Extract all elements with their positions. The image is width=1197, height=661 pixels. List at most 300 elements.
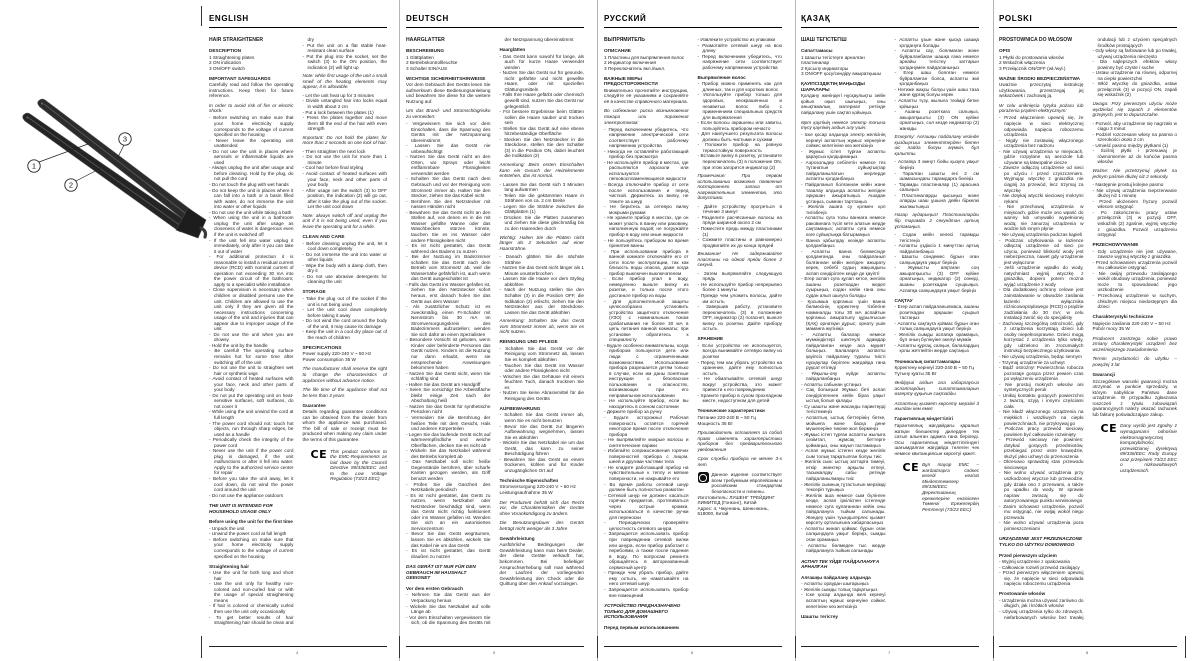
- bullet-item: - Аспапты түзу, жылыға төзімді бетке қойыңыз: [895, 98, 980, 109]
- bullet-item: - Nie wolno używać urządzenia przy uszkodzonej wtyczce lub przewodzie, gdy działa ono z przerwami, a także po upadku do wody. W sprawie napraw zwracaj się do autoryzowanego punktu serwisowego: [999, 470, 1084, 503]
- bullet-item: - Tauchen Sie das Gerät ins Wasser oder andere Flüssigkeiten nicht: [500, 363, 585, 374]
- bullet-item: - Nie używaj urządzenia nieprzerwanie dłużej niż 1 minutę: [1093, 188, 1178, 199]
- bullet-item: - Nie owijaj przewodu zasilającego wokół obudowy urządzenia, ponieważ może to spowodować jego uszkodzenie: [1093, 271, 1178, 293]
- bullet-item: - Nutzen Sie das Gerät nicht an den Orten, wo Sprays oder leicht entflammbare Flüssigkeiten verwendet werden: [406, 154, 491, 176]
- bullet-item: - Nie dotykaj wtyczki sieciowej mokrymi rękami: [999, 193, 1084, 204]
- certification-text: Данное изделие соответствует всем требуемым европейским и российским стандартам безопасности и гигиены.: [711, 472, 782, 494]
- bullet-item: - Nie prostuj mokrych włosów ani syntetycznych peruk: [999, 382, 1084, 393]
- italic-lead: Өндіруші алдын ала хабарлаусыз аспаптардың сипаттамаларын өзгерту құқығын сақтайды: [894, 380, 979, 397]
- italic-lead: Termin przydatności do użytku – powyżej 3 lat: [1092, 356, 1177, 367]
- footer-rule: [801, 646, 979, 647]
- bullet-item: - Желілік сымды аспапқа орамаңыз, бұл оның бүлінуіне әкелуі мүмкін: [895, 332, 980, 343]
- bullet-item: - Lassen Sie das Gerät sich 3 Minuten lang aufwärmen: [500, 182, 585, 193]
- bullet-item: - Schalten Sie das Gerät immer ab, wenn Sie es nicht benutzen: [500, 412, 585, 423]
- bullet-item: - Таралған шашты ені 2 см шамасындағы тарамдарға бөліңіз: [895, 171, 980, 182]
- ce-mark-icon: CE: [902, 461, 920, 475]
- bullet-item: - Besondere Vorsicht ist geboten, wenn Kinder oder behinderte Personen das Gerät nutzen. Kindern ist die Nutzung nur dann erlaubt, wenn sie entsprechende Anweisungen bekommen haben: [406, 337, 491, 370]
- bullet-item: - Вставьте вилку в розетку, установите переключатель (3) в положение ON, при этом загорится индикатор (2): [698, 153, 783, 170]
- italic-lead: The life time of the appliance shall not be less than 3 years: [302, 387, 387, 398]
- panel-body: [604, 37, 782, 631]
- note-paragraph: Note: while first usage of the unit a small smell of the heating elements may appear, it is allowable.: [302, 73, 387, 90]
- column-divider: [993, 0, 994, 661]
- section-heading: WICHTIGE SICHERHEITSHINWEISE: [406, 75, 486, 81]
- bullet-item: - Іске қосар алдында желі кернеуі аспаптың жұмыс кернеуіне сәйкес келетініне көз жеткізіңіз: [801, 592, 886, 609]
- bullet-item: - Bevor Sie das Gerät wegräumen, lassen Sie es abkühlen, wickeln Sie das Kabel nie um das Gerät: [406, 531, 491, 548]
- bullet-item: - Положите прибор на ровную термостойкую поверхность: [698, 142, 783, 153]
- bullet-item: - Nutzen Sie keine Abrasivmittel für die Reinigung des Geräts: [500, 390, 585, 401]
- callout-number-3: 3: [122, 134, 128, 144]
- paragraph: Uważnie przeczytaj instrukcję użytkowania, przestrzegaj jej wskazówek i zachowaj ją.: [999, 82, 1084, 99]
- bullet-item: - Włóż wtyczkę do gniazdka, ustaw przełącznik (3) w pozycji ON, zapali się wskaźnik (2): [1093, 81, 1178, 98]
- bullet-item: - Es ist nicht gestattet, das Gerät draußen zu nutzen: [406, 548, 491, 559]
- plain-line: 1 Glättplatten: [406, 54, 434, 60]
- ce-mark-icon: CE: [310, 447, 328, 461]
- header-rule: [801, 27, 979, 28]
- bullet-item: - Используйте прибор только для здоровых, неокрашенных и незавитых волос либо с применением специальных средств для выпрямления: [698, 92, 783, 120]
- bullet-item: - Avoid contact of heated surfaces with your face, neck and other parts of your body: [303, 171, 388, 188]
- footer-rule: [209, 646, 387, 647]
- bullet-item: - Аспапты суға толы ваннаға немесе раковинаға түсіп кете алатын жерде сақтамаңыз; аспапты суға немесе өзге сұйықтыққа батырмаңыз: [801, 215, 886, 237]
- bullet-item: - Аэрозольдер себілетін немесе тез тұтанатын сұйықтықтар пайдаланылатын жерлерде аспапты қолданбаңыз: [801, 160, 886, 182]
- italic-lead: Die Benutzungsdauer des Geräts beträgt nicht weniger als 3 Jahre: [499, 520, 584, 531]
- bullet-item: - Es ist nicht gestattet, das Gerät zu nutzen, wenn Netzkabel oder Netzstecker beschädigt sind, wenn das Gerät nicht richtig funktioniert oder ins Wasser gefallen ist. Wenden Sie sich an ein autorisiertes Servicezentrum: [406, 493, 491, 532]
- bullet-item: - Używaj urządzenia tylko do zdrowych, niefarbowanych włosów bez trwałej ondulacji lub z użyciem specjalnych środków prostujących: [999, 37, 1177, 631]
- bullet-item: - Не используйте прибор в местах, где распыляются аэрозоли или используются легковоспламеняющиеся жидкости: [604, 160, 689, 182]
- bullet-item: - Wipe the body with a damp cloth, then dry it: [303, 263, 388, 274]
- bullet-item: - Не используйте прибор, если вы находитесь в сонном состоянии: [604, 398, 689, 409]
- plain-line: 1 Straightening plates: [209, 54, 255, 60]
- panel-deutsch: [406, 14, 584, 631]
- bullet-item: - Прежде чем уложить волосы, дайте им остыть: [698, 293, 783, 304]
- bullet-item: - If the unit fell into water unplug it immediately, only after it you can take it out of water: [209, 238, 294, 255]
- bullet-item: - Аспаптың ыстық беттерінің бетке, мойынға және басқа дене мүшелеріне тиюіне жол бермеңіз: [801, 415, 886, 432]
- bullet-item: - Ustaw urządzenie na równej, odpornej na ciepło powierzchni: [1093, 70, 1178, 81]
- bullet-item: - Желілік ашаға су қолмен қол тигізбеңіз: [801, 204, 886, 215]
- section-heading: Haarglätten: [499, 47, 526, 53]
- page-number: 7: [888, 650, 891, 655]
- bullet-item: - The power cord should not: touch hot objects, run through sharp edges, be used as a handle: [209, 421, 294, 438]
- bullet-item: - Let the unit heat up for 3 minutes: [303, 93, 388, 99]
- bullet-item: - Zachowaj szczególną ostrożność, gdy z urządzenia korzystają dzieci lub osoby niepełnosprawne. Dzieci mogą korzystać z urządzenia tylko wtedy, gdy udzielono im zrozumiałych instrukcji bezpiecznego użytkowania: [999, 321, 1084, 354]
- section-heading: Technische Eigenschaften: [499, 477, 559, 483]
- ce-mark-icon: CE: [1100, 422, 1118, 436]
- bullet-item: - Gdy włosy są farbowane lub po trwałej, używaj urządzenia nieczęsto: [1093, 48, 1178, 59]
- household-only-notice: DAS GERÄT IST NUR FÜR DEN GEBRAUCH IM HAUSHALT GEEIGNET: [406, 564, 476, 581]
- bullet-item: - Nutzen Sie das Gerät nicht länger als 1 Minute ununterbrochen: [500, 265, 585, 276]
- bullet-item: - Następnie prostuj kolejne pasmo: [1093, 182, 1178, 188]
- tip-screw: [26, 116, 28, 118]
- section-heading: Gwarancji: [1092, 372, 1115, 378]
- section-heading: ОПИСАНИЕ: [604, 48, 631, 53]
- section-heading: Технические характеристики: [697, 408, 765, 414]
- italic-lead: Во избежание риска возникновения пожара или поражения электротоком:: [604, 108, 689, 125]
- page-number: 8: [1086, 650, 1089, 655]
- header-rule: [209, 27, 387, 28]
- bullet-item: - Не обматывайте сетевой шнур вокруг устройства, это может привести к его повреждению: [698, 376, 783, 393]
- ce-conformity-block: [303, 449, 388, 482]
- bullet-item: - Избегайте соприкосновения горячих поверхностей прибора с лицом, шеей и другими частями тела: [604, 448, 689, 465]
- bullet-item: - Dla najlepszych efektów włosy powinny być czyste i suche: [1093, 59, 1178, 70]
- plain-line: Napięcie zasilania 220-240 V ~ 50 Hz: [1092, 320, 1171, 326]
- section-heading: ВАЖНЫЕ МЕРЫ ПРЕДОСТОРОЖНОСТИ: [604, 75, 658, 87]
- bullet-item: - Не кладите работающий прибор на чувствительные к теплу и мягкие поверхности, не накрывайте его: [604, 465, 689, 482]
- bullet-item: - Use the unit for both long and short hair: [209, 570, 294, 581]
- bullet-item: - Bewahren Sie das Gerät an einem trockenen, kühlen und für Kinder unzugänglichen Ort auf: [500, 457, 585, 474]
- section-heading: Guarantee: [302, 402, 326, 408]
- bullet-item: - Перед включением убедитесь, что напряжение электрической сети соответствует рабочему напряжению устройства: [604, 127, 689, 149]
- bullet-item: - Не беритесь за сетевую вилку мокрыми руками: [604, 204, 689, 215]
- section-heading: Перед первым использованием: [604, 624, 679, 630]
- bullet-item: - Nigdy nie zostawiaj włączonego urządzenia bez nadzoru: [999, 138, 1084, 149]
- bullet-item: - Press the plates together and move them till the end of the hair with even strength: [303, 115, 388, 132]
- bullet-item: - Размотайте сетевой шнур на всю длину: [698, 43, 783, 54]
- bullet-item: - Не выпрямляйте мокрые волосы и синтетические парики: [604, 437, 689, 448]
- bullet-item: - Avoid contact of heated surfaces with your face, neck and other parts of your body: [209, 376, 294, 393]
- ce-conformity-block: [1093, 423, 1178, 473]
- bullet-item: - Тарамды пластиналар (1) арасына салыңыз: [895, 182, 980, 193]
- plain-line: Pobór mocy 35 W: [1092, 326, 1130, 332]
- bullet-item: - Аспап жұмыс істеген кезде желілік сым толық тарқатылған болуы тиіс: [801, 448, 886, 459]
- household-only-notice: АСПАП ТЕК ҮЙДЕ ПАЙДАЛАНУҒА АРНАЛҒАН: [801, 558, 880, 570]
- paragraph: Внимательно прочитайте инструкцию, следуйте её указаниям и сохраняйте её в качестве справочного материала.: [604, 87, 689, 104]
- note-paragraph: Wichtig: Halten Sie die Platten nicht länger als 2 Sekunden auf einer Haarsträhne.: [499, 234, 584, 251]
- column-divider: [597, 0, 598, 661]
- callout-number-2: 2: [68, 180, 74, 190]
- bullet-item: - Przed schowaniem urządzenia pozwól mu całkowicie ostygnąć: [1093, 260, 1178, 271]
- product-title: ШАШ ТЕГІСТЕГІШ: [801, 37, 847, 43]
- ce-conformity-text: Dany wyrób jest zgodny z wymaganiami odnośnie elektromagnetycznej kompatybilności, przewidzianej dyrektywą 89/336/EEC Rady Europy oraz przepisem 73/23 EEC o nizkowoltowych urządzeniach.: [1120, 423, 1177, 473]
- bullet-item: - Nutzen Sie das Gerät für synthetische Perücken nicht: [406, 404, 491, 415]
- household-only-notice: URZĄDZENIE JEST PRZEZNACZONE TYLKO DO UŻYTKU DOMOWEGO: [999, 536, 1083, 548]
- plain-line: Мощность 35 Вт: [697, 420, 733, 426]
- bullet-item: - Hold the unit by the handle: [209, 343, 294, 349]
- bullet-item: - Use the unit only for healthy non-colored and non-curled hair or with the usage of special straightening means: [209, 581, 294, 603]
- bullet-item: - Аспапты бөлмеден тыс жерде пайдалануға тыйым салынады: [801, 543, 886, 554]
- bullet-item: - Danach glätten Sie die nächste Strähne: [500, 254, 585, 265]
- section-heading: Техникалық сипаттамалары: [894, 358, 961, 364]
- section-heading: AUFBEWAHRUNG: [499, 405, 541, 411]
- bullet-item: - Przed włączeniem upewnij się, że napięcie w sieci elektrycznej odpowiada napięciu roboczemu urządzenia: [999, 115, 1084, 137]
- bullet-item: - Never leave the operating unit unattended: [209, 138, 294, 149]
- section-heading: WAŻNE ŚRODKI BEZPIECZEŃSTWA: [999, 75, 1080, 81]
- paragraph: Қолдану жөніндегі нұсқаулықты зейін қойып оқып шығыңыз, оны анықтамалық материал ретінде пайдалану үшін сақтап қойыңыз.: [801, 93, 886, 115]
- bullet-item: - Całkowicie rozwiń przewód zasilający: [999, 565, 1084, 571]
- note-paragraph: Назар аударыңыз! Пластиналарды бір тарамда 2 секундтан артық ұстамаңыз.: [894, 212, 979, 229]
- bullet-item: - Поместите прядь между пластинами (1): [698, 226, 783, 237]
- bullet-item: - Never use the unit if the power cord plug is damaged, if the unit malfunctions or after it fell into water. Apply to the authorized service center for repair: [209, 448, 294, 476]
- bullet-item: - Nie przechowuj urządzenia w miejscach, gdzie może ono wpaść do wanny lub umywalki wypełnionej wodą; nie zanurzaj urządzenia w wodzie lub innym płynie: [999, 204, 1084, 232]
- section-heading: Przed pierwszym użyciem: [999, 552, 1057, 558]
- bullet-item: - Przewód sieciowy nie powinien: dotykać gorących przedmiotów, przebiegać przez ostre krawędzie, służyć jako uchwyt do przenoszenia: [999, 437, 1084, 459]
- cord-stub: [201, 228, 206, 237]
- bullet-item: - Периодически проверяйте целостность сетевого шнура: [604, 520, 689, 531]
- italic-lead: W celu uniknięcia ryzyka pożaru lub porażenia prądem elektrycznym:: [999, 102, 1084, 114]
- bullet-item: - Bewahren Sie das Gerät nicht an den Stellen auf, von denen es in die mit Wasser gefüllte Wanne oder das Waschbecken stürzen könnte, tauchen Sie es ins Wasser oder andere Flüssigkeiten nicht: [406, 210, 491, 243]
- note-paragraph: Ескерту: Алғашқы пайдалану кезінде қыздырғыш элементтерден бөтен иіс пайда болуы мүмкін, бұл қалыпты.: [894, 134, 979, 156]
- bullet-item: - Nie używaj urządzenia w miejscach, gdzie rozpylane są aerozole lub używane są łatwopalne ciecze: [999, 149, 1084, 166]
- tip-screw: [41, 102, 43, 104]
- italic-lead: In order to avoid risk of fire or electric shock:: [209, 102, 294, 114]
- bullet-item: - Жұмысты аяқтаған соң ажыратқышты (3) OFF күйіне орнатыңыз, индикатор (2) сөнеді, ашаны розеткадан суырыңыз. Аспапқа салқындауға уақыт беріңіз: [895, 265, 980, 293]
- panel-kazakh: [801, 14, 979, 631]
- bullet-item: - Wickeln Sie das Netzkabel nie um das Gerät, das kann zu seiner Beschädigung führen: [500, 440, 585, 457]
- bullet-item: - Urządzenia można używać zarówno do długich, jak i krótkich włosów: [999, 598, 1084, 609]
- plain-line: 1 Шашты тегістеуге арналған пластиналар: [801, 54, 865, 66]
- bullet-item: - Пластиналарды қысыңыз және оларды шаш ұшына дейін біркелкі жылжытыңыз: [895, 193, 980, 210]
- crop-mark: [795, 636, 796, 658]
- paragraph: Szczegółowe warunki gwarancji można otrzymać w punkcie sprzedaży, w którym nabyliście Państwo dane urządzenie. W przypadku zgłaszania roszczeń z tytułu zobowiązań gwarancyjnych należy okazać rachunek lub fakturę poświadczające zakup.: [1092, 378, 1177, 417]
- plain-line: 1 Płytki do prostowania włosów: [999, 54, 1064, 60]
- lower-plate-seam: [29, 118, 181, 226]
- bullet-item: - Divide untangled hair into locks equal in width about 2 cm: [303, 98, 388, 109]
- section-heading: Гарантиялық мiндеттiлiгi: [894, 416, 954, 422]
- bullet-item: - Prüfen Sie die Ganzheit des Netzkabels periodisch: [406, 482, 491, 493]
- footer-rule: [406, 646, 584, 647]
- header-rule: [604, 27, 782, 28]
- bullet-item: - Nach der Nutzung stellen Sie den Schalter (3) in die Position OFF, die Indikation (2) erlischt, ziehen Sie den Netzstecker aus der Steckdose. Lassen Sie das Gerät abkühlen: [500, 287, 585, 315]
- paragraph: Details regarding guarantee conditions can be obtained from the dealer from whom the appliance was purchased. The bill of sale or receipt must be produced when making any claim under the terms of this guarantee.: [302, 409, 387, 442]
- bullet-item: - Do not use the unit while taking a bath: [209, 210, 294, 216]
- bullet-item: - If hair is colored or chemically curled then use the unit only occasionally: [209, 603, 294, 614]
- section-heading: OPIS: [999, 48, 1011, 53]
- bullet-item: - Дайте устройству прогреться в течение 3 минут: [698, 204, 783, 215]
- panel-polski: [999, 14, 1177, 631]
- section-heading: DESCRIPTION: [209, 48, 242, 53]
- bullet-item: - Если устройство не используется, всегда вынимайте сетевую вилку из розетки: [698, 343, 783, 360]
- bullet-item: - Завершив работу, установите переключатель (3) в положение OFF, индикатор (2) погаснет, выньте вилку из розетки. Дайте прибору остыть: [698, 304, 783, 332]
- bullet-item: - Przechowuj urządzenie w suchym, chłodnym miejscu niedostępnym dla dzieci: [1093, 293, 1178, 310]
- paragraph: Carefully read and follow the operating instructions. Keep them for future reference.: [209, 82, 294, 99]
- section-heading: Straightening hair: [209, 563, 250, 569]
- crop-mark: [993, 636, 994, 658]
- section-heading: Vor dem ersten Gebrauch: [406, 585, 463, 591]
- note-paragraph: Ważne: Nie przetrzymuj płytek na jednym paśmie dłużej niż 2 sekundy.: [1092, 168, 1177, 179]
- bullet-item: - Ściśnij płytki i przesuwaj je równomiernie aż do końców pasma włosów: [1093, 148, 1178, 165]
- bullet-item: - Содан кейін келесі тарамды тегістеңіз: [895, 232, 980, 243]
- bullet-item: - To get better results of hair straightening hair should be clean and dry: [209, 37, 387, 631]
- paragraph: Ausführliche Bedingungen der Gewährleistung kann man beim Dealer, der diese Geräte verkauft hat, bekommen. Bei beliebiger Anspruchserhebung soll man während der Laufzeit der vorliegenden Gewährleistung den Check oder die Quittung über den Ankauf vorzulegen.: [499, 542, 584, 587]
- bullet-item: - Bądź ostrożny! Powierzchnia robocza pozostaje gorąca przez pewien czas po wyłączeniu urządzenia: [999, 365, 1084, 382]
- paragraph: Vor dem Gebrauch des Geräts lesen Sie aufmerksam diese Bedienungsanleitung und bewahren Sie diese für die weitere Nutzung auf.: [406, 82, 491, 104]
- bullet-item: - Gdy urządzenie nie jest używane, zawsze wyjmuj wtyczkę z gniazdka: [1093, 249, 1178, 260]
- note-paragraph: Important: Do not hold the plates for more than 2 seconds on one lock of hair.: [302, 134, 387, 146]
- bullet-item: - Не храните прибор в местах, где он может упасть в ванну или раковину, наполненную водой; не погружайте прибор в воду или иные жидкости: [604, 215, 689, 237]
- bullet-item: - Es ist nicht gestattet, das Gerät während des Badens zu nutzen: [406, 243, 491, 254]
- section-heading: STORAGE: [302, 289, 326, 295]
- bullet-item: - Затем выпрямляйте следующую прядь: [698, 271, 783, 282]
- bullet-item: - Okresowo sprawdzaj stan przewodu sieciowego: [999, 459, 1084, 470]
- bullet-item: - Сақ болыңыз! Жұмыс беті аспап сөндірілгеннен кейін біраз уақыт ыстық болып қалады: [801, 387, 886, 404]
- section-heading: Prostowanie włosów: [999, 591, 1046, 597]
- panel-english: [209, 14, 387, 631]
- bullet-item: - Егер шаш боялған немесе бұйраланған болса, аспапты жиі қолданбаңыз: [895, 70, 980, 87]
- bullet-item: - Егер аспап суға құлап кетсе, желілік ашаны розеткадан жедел суырыңыз, содан кейін ғана оны судан алып шығуға болады: [801, 276, 886, 298]
- plain-line: 2 Индикатор включения: [604, 60, 657, 66]
- plain-line: Изготовитель: ЛУШЕНГ ТРЕЙДИНГ ЛИМИТЕД (Гонконг), Китай: [697, 494, 775, 506]
- section-heading: IMPORTANT SAFEGUARDS: [209, 75, 271, 81]
- bullet-item: - Vermeiden Sie die Berührung der heißen Teile mit dem Gesicht, Hals und anderen Körperteilen: [406, 415, 491, 432]
- section-heading: ХРАНЕНИЕ: [697, 336, 724, 342]
- bullet-item: - Аспапты жинап қоймас бұрын оған салқындауға уақыт беріңіз, сымды оған орамаңыз: [801, 526, 886, 543]
- panel-body: [406, 37, 584, 631]
- bullet-item: - Take the plug out of the socket if the unit is not being used: [303, 296, 388, 307]
- bullet-item: - Zawsze odłączaj urządzenie od sieci po użyciu i przed czyszczeniem. Wyjmując wtyczkę z gniazdka nie ciągnij za przewód, lecz trzymaj za wtyczkę: [999, 165, 1084, 193]
- crop-mark: [597, 636, 598, 658]
- bullet-item: - Be careful! The operating surface remains hot for some time after switching off of the unit: [209, 348, 294, 365]
- bullet-item: - Let the unit cool down completely before taking it away: [303, 307, 388, 318]
- bullet-item: - Legen Sie die Strähne zwischen die Glättplatten (1): [500, 204, 585, 215]
- bullet-item: - Halten Sie das Gerät am Handgriff: [406, 382, 491, 388]
- plain-line: 2 Қосылу индикаторы: [801, 65, 849, 71]
- bullet-item: - Bei der Nutzung im Badezimmer schalten Sie das Gerät nach dem Betrieb vom Stromnetz ab, weil die Wassernähe gefährlich ist, auch wenn das Gerät ausgeschaltet ist: [406, 254, 491, 282]
- bullet-item: - Перед включением убедитесь, что напряжение сети соответствует рабочему напряжению устройства: [698, 54, 783, 71]
- bullet-item: - Unpack the unit: [209, 526, 294, 532]
- bullet-item: - Іске қосар алдында электр желісінің кернеуі аспаптың жұмыс кернеуіне сәйкес келетініне көз жеткізіңіз: [801, 132, 886, 149]
- product-title: PROSTOWNICA DO WŁOSÓW: [999, 37, 1073, 43]
- bullet-item: - Nutzen Sie das Gerät nicht, wenn Sie schläfrig sind: [406, 371, 491, 382]
- bullet-item: - Periodically check the integrity of the power cord: [209, 437, 294, 448]
- note-paragraph: Внимание! Не задерживайте пластины на одной пряди более 2 секунд.: [697, 251, 782, 268]
- bullet-item: - Nie kładź włączonego urządzenia na miękkich i wrażliwych na ciepło powierzchniach, nie przykrywaj go: [999, 409, 1084, 426]
- bullet-item: - Во время работы сетевой шнур должен быть полностью размотан: [604, 482, 689, 493]
- bullet-item: - Lassen Sie das Gerät nie unbeaufsichtigt: [406, 143, 491, 154]
- note-paragraph: Uwaga: Przy pierwszym użyciu może wydzielać się zapach z elementów grzejnych, jest to dopuszczalne.: [1092, 101, 1177, 118]
- callout-number-1: 1: [31, 161, 37, 171]
- bullet-item: - Falls Ihre Haare gefärbt oder chemisch gewellt sind, nutzen Sie das Gerät nur gelegentlich: [500, 92, 585, 109]
- plain-line: Қоректену кернеуі 220-240 В ~ 50 Гц: [894, 365, 974, 371]
- bullet-item: - Pozwól, aby urządzenie się nagrzało w ciągu 3 minut: [1093, 121, 1178, 132]
- crop-mark: [1185, 636, 1186, 658]
- section-heading: САҚТАУ: [894, 297, 913, 303]
- bullet-item: - Legen Sie das laufende Gerät nicht auf wärmeempfindliche und weiche Oberflächen, decken Sie es nicht ab: [406, 432, 491, 449]
- plain-line: Power supply 220-240 V ~ 50 Hz: [302, 351, 372, 357]
- bullet-item: - Für bessere Ergebnisse beim Glätten sollen die Haare sauber und trocken sein: [500, 109, 585, 126]
- bullet-item: - Қосымша қорғаныс үшін ванна бөлмесінің қоректену тізбегіне номиналды тоғы 30 мА аспайтын қорғаныс ажыратылу құрылғысын (ҚАҚ) орнатқан дұрыс; орнату үшін маманға жүгініңіз: [801, 299, 886, 332]
- bullet-item: - Если волосы окрашены или завиты, пользуйтесь прибором нечасто: [698, 120, 783, 131]
- certification-block: [698, 472, 783, 494]
- column-divider: [399, 0, 400, 661]
- plain-line: Питание 220-240 В ~ 50 Гц: [697, 414, 757, 420]
- bullet-item: - Желілік аша немесе сым бүлінген кезде, аспап іркіліспен істегенде немесе суға құлағаннан кейін оны пайдалануға тыйым салынады. Жөндеу үшін туындыгерлес қызмет көрсету орталығына хабарласыңыз: [801, 493, 886, 526]
- bullet-item: - Wyjmij urządzenie z opakowania: [999, 559, 1084, 565]
- bullet-item: - Запрещается использовать прибор при повреждении сетевой вилки или шнура, если прибор работает с перебоями, а также после падения в воду. По вопросам ремонта обращайтесь в авторизованный сервисный центр: [604, 531, 689, 570]
- bullet-item: - Do not use the appliance outdoors: [209, 493, 294, 499]
- bullet-item: - Будьте особенно внимательны, когда прибором пользуются дети или люди с ограниченными возможностями. Использование прибора разрешается детям только в случае, если им даны понятные инструкции о безопасном пользовании и опасностях, возникающих при его неправильном использовании: [604, 343, 689, 398]
- bullet-item: - Никогда не оставляйте работающий прибор без присмотра: [604, 149, 689, 160]
- bullet-item: - Falls das Gerät ins Wasser gefallen ist, ziehen Sie den Netzstecker sofort heraus, erst danach holen Sie das Gerät aus dem Wasser: [406, 282, 491, 304]
- bullet-item: - Аспапты ванна бөлмесінде қолданғанда оны пайдаланып болғаннан кейін желіден ажырату керек, себебі судың жақындығы аспап сөндірілген кезде де қауіпті: [801, 249, 886, 277]
- plain-line: Адрес: 4, Чжуннань, Шеньчжэнь, 518000, Китай: [697, 505, 769, 517]
- bullet-item: - Аспапты балалар немесе мүмкіндіктері шектеулі адамдар пайдаланған кезде аса мұқият болыңыз. Балаларға аспапты қауіпсіз пайдалану туралы тиісті нұсқаулар берілген жағдайда ғана рұқсат етіледі: [801, 332, 886, 371]
- bullet-item: - Шашты сәндемес бұрын оған салқындауға уақыт беріңіз: [895, 254, 980, 265]
- bullet-item: - Do not use abrasive detergents for cleaning the unit: [303, 274, 388, 285]
- section-heading: Сипаттамасы: [801, 48, 833, 53]
- bullet-item: - Zanim schowasz urządzenie, pozwól mu ostygnąć, nie owijaj wokół niego przewodu: [999, 504, 1084, 521]
- bullet-item: - Аспапты сақтауға қоймас бұрын оған толық салқындауға уақыт беріңіз: [895, 321, 980, 332]
- panel-russian: [604, 14, 782, 631]
- ce-conformity-text: Бұл тауар ЕМС – жағдайларға сәйкес келедi негiзгi Мiндеттемелер 89/336/EEC Дерективаның ережелерiне енгiзiлген Төменгi Ережелердiң Реттелуi (73/23 EEC): [922, 462, 979, 512]
- page-number: 4: [296, 650, 299, 655]
- bullet-item: - Wischen Sie das Gehäuse mit einem feuchten Tuch, danach trocknen Sie es: [500, 374, 585, 391]
- bullet-item: - Put the unit on a flat stable heat-resistant clean surface: [303, 43, 388, 54]
- bullet-item: - Before cleaning unplug the unit, let it cool down completely: [303, 241, 388, 252]
- bullet-item: - Пайдаланып болғаннан кейін және тазалау алдында аспапты желіден әрқашан ажыратыңыз. Ашадан ұстаңыз, сымнан тартпаңыз: [801, 182, 886, 204]
- bullet-item: - Аспапқа 3 минут бойы қызуға уақыт беріңіз: [895, 159, 980, 170]
- bullet-item: - Do not immerse the unit into water or other liquids: [303, 252, 388, 263]
- bullet-item: - Bevor Sie das Gerät zur längeren Aufbewahrung wegnehmen, lassen Sie es abkühlen: [500, 424, 585, 441]
- section-heading: BESCHREIBUNG: [406, 48, 445, 53]
- italic-lead: Um das Brand- und Stromschlagrisiko zu vermeiden:: [406, 108, 491, 119]
- bullet-item: - Seien Sie vorsichtig! Die Arbeitsfläche bleibt einige Zeit nach der Abschaltung heiß: [406, 387, 491, 404]
- bullet-item: - Vor dem Einschalten vergewissern Sie sich, ob die Spannung des Geräts mit der Netzspannung übereinstimmt: [406, 37, 584, 631]
- bullet-item: - Ұйқылы-ояу күйде аспапты пайдаланбаңыз: [801, 371, 886, 382]
- header-rule: [406, 27, 584, 28]
- footer-rule: [604, 646, 782, 647]
- plain-line: 3 Przełącznik ON/OFF (wł./wył.): [999, 65, 1066, 71]
- product-title: HAIR STRAIGHTENER: [209, 37, 264, 43]
- page-number: 6: [691, 650, 694, 655]
- section-heading: ҚАУІПСІЗДІКТІҢ МАҢЫЗДЫ ШАРАЛАРЫ: [801, 81, 865, 92]
- bullet-item: - Vergewissern Sie sich vor dem Einschalten, dass die Spannung des Geräts mit der Netzspannung übereinstimmt: [406, 121, 491, 143]
- language-header: POLSKI: [999, 14, 1033, 23]
- note-paragraph: Anmerkung: Beim ersten Einschalten kann ein Geruch der Heizelemente entstehen, das ist normal.: [499, 161, 584, 179]
- bullet-item: - Сетевой шнур не должен: касаться горячих предметов, протягиваться через острые кромки, использоваться в качестве ручки для переноски: [604, 493, 689, 521]
- header-rule: [999, 27, 1177, 28]
- bullet-item: - Ашаны розеткаға салыңыз, ажыратқышты (3) ON күйіне орнатыңыз, сол кезде индикатор (2) жанады: [895, 109, 980, 131]
- bullet-item: - Nutzen Sie das Gerät nur für gesunde, nicht gefärbte und nicht gewellte Haare, oder mit speziellen Glättungsmitteln: [500, 70, 585, 92]
- bullet-item: - Будьте осторожны! Рабочая поверхность остаётся горячей некоторое время после отключения прибора: [604, 415, 689, 437]
- section-heading: SPECIFICATIONS: [302, 344, 342, 350]
- language-header: ҚАЗАҚ: [801, 14, 831, 23]
- bullet-item: - Jeśli urządzenie wpadło do wody, natychmiast wyjmij wtyczkę z gniazdka, dopiero potem można wyjąć urządzenie z wody: [999, 265, 1084, 287]
- product-title: HAARGLÄTTER: [406, 37, 445, 43]
- bullet-item: - Перед тем как убрать устройство на хранение, дайте ему полностью остыть: [698, 360, 783, 377]
- bullet-item: - Before you take the unit away, let it cool down, do not wind the power cord around the unit: [209, 476, 294, 493]
- bullet-item: - For additional protection it is reasonable to install a residual current device (RCD) with nominal current of operation not exceeding 30 mA into the power circuit of the bathroom; apply to a specialist while installation: [209, 254, 294, 287]
- bullet-item: - Do not use the unit in places where aerosols or inflammable liquids are used: [209, 149, 294, 166]
- bullet-item: - Przed pierwszym włączeniem upewnij się, że napięcie w sieci odpowiada napięciu roboczemu urządzenia: [999, 570, 1084, 587]
- italic-lead: Срок службы прибора не менее 3-х лет: [697, 456, 782, 467]
- page-number: 5: [493, 650, 496, 655]
- plain-line: Leistungsaufnahme 35 W: [499, 490, 553, 496]
- crop-mark: [399, 636, 400, 658]
- section-heading: PRZECHOWYWANIE: [1092, 242, 1139, 248]
- bullet-item: - Put a lock between the plates (1): [303, 110, 388, 116]
- bullet-item: - Schalten Sie das Gerät vor der Reinigung vom Stromnetz ab, lassen Sie es komplett abkühlen: [500, 346, 585, 363]
- crop-mark: [201, 6, 202, 26]
- product-title: ВЫПРЯМИТЕЛЬ: [604, 37, 645, 43]
- bullet-item: - Жұмыс істеп тұрған аспапты қараусыз қалдырмаңыз: [801, 149, 886, 160]
- bullet-item: - Put the plug into the socket, set the switch (3) to the ON position, the indication (2) will light up: [303, 54, 388, 71]
- bullet-item: - Berühren Sie den Netzstecker mit nassen Händen nicht: [406, 199, 491, 210]
- bullet-item: - Unikaj kontaktu gorących powierzchni z twarzą, szyją i innymi częściami ciała: [999, 393, 1084, 410]
- bullet-item: - Не пользуйтесь прибором во время принятия ванны: [604, 238, 689, 249]
- bullet-item: - Cool hair before final styling: [303, 165, 388, 171]
- bullet-item: - Егер аспап пайдаланылмаса, ашаны розеткадан әрқашан суырып тастаңыз: [895, 304, 980, 321]
- section-heading: Алғашқы пайдалану алдында: [801, 574, 871, 580]
- bullet-item: - Schalten Sie das Gerät nach dem Gebrauch und vor der Reinigung vom Stromnetz immer ab. Halten Sie den Stecker, ziehen Sie das Kabel nicht: [406, 176, 491, 198]
- bullet-item: - Always unplug the unit after usage and before cleaning. Hold by the plug, do not pull the cord: [209, 165, 294, 182]
- hair-straightener-illustration: [8, 58, 208, 293]
- bullet-item: - Аспапты үздіксіз 1 минуттан артық пайдаланбаңыз: [895, 243, 980, 254]
- bullet-item: - При использовании прибора в ванной комнате отключайте его от сети после эксплуатации, так как близость воды опасна, даже когда прибор выключен выключателем: [604, 249, 689, 277]
- bullet-item: - Dla dodatkowej ochrony celowe jest zainstalowanie w obwodzie zasilania łazienki wyłącznika różnicowoprądowego (RCD) o prądzie zadziałania do 30 mA; w celu instalacji zwróć się do specjalisty: [999, 287, 1084, 320]
- bullet-item: - Before switching on make sure that your home electricity supply corresponds to the voltage of current specified on the housing: [209, 115, 294, 137]
- plain-line: 3 Schalter EIN/AUS: [406, 65, 448, 71]
- bullet-item: - Сожмите пластины и равномерно продвигайте их до конца прядей: [698, 237, 783, 248]
- plain-line: 2 Betriebskontrollleuchte: [406, 60, 458, 66]
- bullet-item: - Do not use the unit for more than 1 minute: [303, 154, 388, 165]
